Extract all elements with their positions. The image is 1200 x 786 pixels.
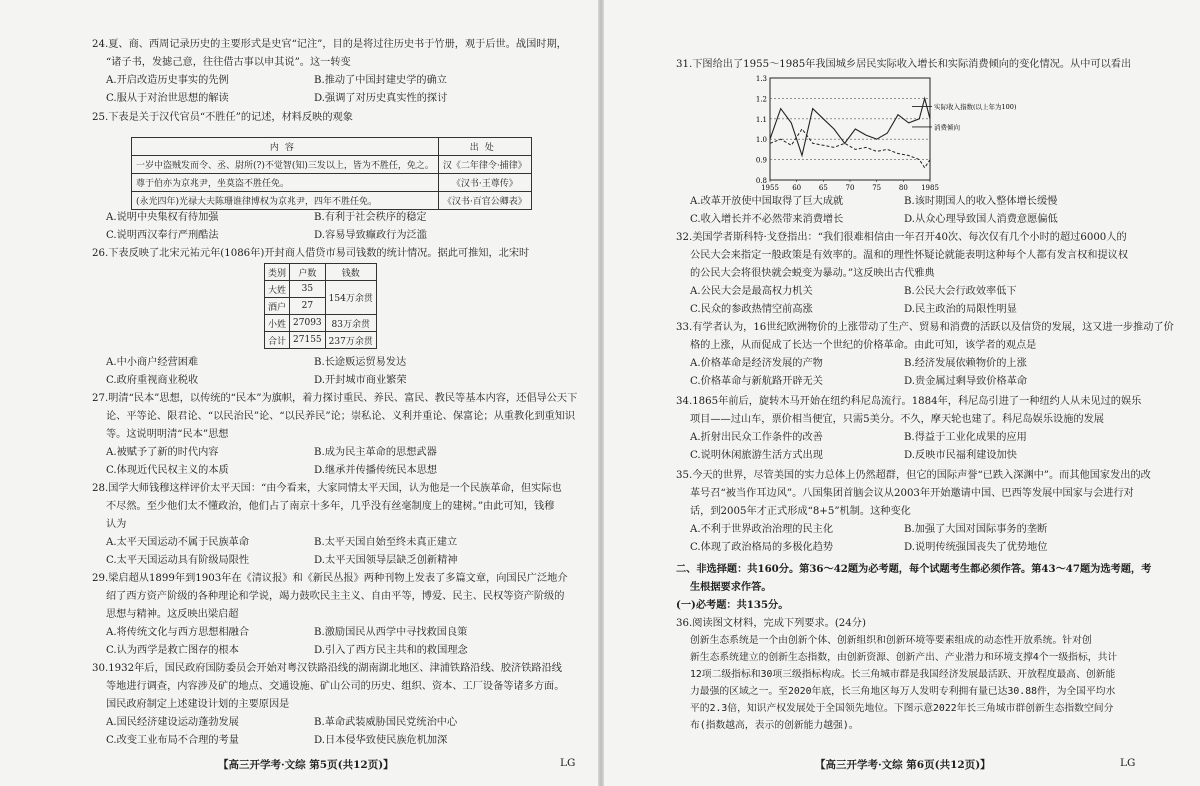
- q33-stem-2: 格的上涨，从而促成了长达一个世纪的价格革命。由此可知，该学者的观点是: [690, 340, 1037, 351]
- legend-entry: 消费倾向: [934, 123, 960, 132]
- q33-option-a[interactable]: A.价格革命是经济发展的产物: [690, 358, 823, 369]
- q24-option-d[interactable]: D.强调了对历史真实性的探讨: [314, 93, 448, 104]
- x-tick-label: 60: [792, 184, 802, 192]
- q35-stem-3: 话，到2005年才正式形成“8+5”机制。这种变化: [690, 506, 911, 517]
- page-6-footer: 【高三开学考·文综 第6页(共12页)】: [815, 759, 991, 771]
- q24-option-b[interactable]: B.推动了中国封建史学的确立: [314, 75, 447, 86]
- chart-legend: [912, 102, 1017, 131]
- q30-option-b[interactable]: B.革命武装威胁国民党统治中心: [314, 717, 458, 728]
- q27-option-b[interactable]: B.成为民主革命的思想武器: [314, 447, 437, 458]
- q31-stem: 31.下图给出了1955～1985年我国城乡居民实际收入增长和实际消费倾向的变化情况。从中可以看出: [676, 59, 1132, 70]
- q32-stem-3: 的公民大会将很快就会蜕变为暴动。”这反映出古代雅典: [690, 268, 935, 279]
- q25-header-content: 内容: [132, 138, 439, 156]
- q35-stem-2: 革号召“被当作耳边风”。八国集团首脑会议从2003年开始邀请中国、巴西等发展中国家与会进行对: [690, 488, 1134, 499]
- q32-option-a[interactable]: A.公民大会是最高权力机关: [690, 286, 813, 297]
- q31-option-b[interactable]: B.该时期国人的收入整体增长缓慢: [904, 196, 1058, 207]
- q27-stem-1: 27.明清“民本”思想，以传统的“民本”为旗帜，着力探讨重民、养民、富民、教民等基本内容，还倡导公天下: [92, 393, 578, 404]
- x-tick-label: 70: [845, 184, 855, 192]
- q34-option-c[interactable]: C.说明休闲旅游生活方式出现: [690, 450, 823, 461]
- q29-stem-2: 绍了西方资产阶级的各种理论和学说，竭力鼓吹民主主义、自由平等，博爱、民主、民权等资产阶级的: [106, 591, 565, 602]
- q30-stem-1: 30.1932年后，国民政府国防委员会开始对粤汉铁路沿线的湖南湖北地区、津浦铁路沿线、胶济铁路沿线: [92, 663, 562, 674]
- q25-option-d[interactable]: D.容易导致癫政行为泛滥: [314, 230, 427, 241]
- part2-heading-2: 生根据要求作答。: [690, 581, 772, 593]
- q34-option-d[interactable]: D.反映市民福利建设加快: [904, 450, 1017, 461]
- q34-stem-2: 项目——过山车，票价相当便宜，只需5美分。不久，摩天轮也建了。科尼岛娱乐设施的发展: [690, 414, 1104, 425]
- q32-option-c[interactable]: C.民众的参政热情空前高涨: [690, 304, 813, 315]
- q36-passage-4: 力最强的区域之一。至2020年底，长三角地区每万人发明专利拥有量已达30.88件，为全国平均水: [690, 686, 1116, 697]
- q28-stem-1: 28.国学大师钱穆这样评价太平天国：“由今看来，大家同情太平天国，认为他是一个民族革命，但实际也: [92, 483, 562, 494]
- x-tick-label: 75: [872, 184, 882, 192]
- q26-header: 钱数: [325, 264, 376, 281]
- q36-passage-3: 12项二级指标和30项三级指标构成。长三角城市群是我国经济发展最活跃、开放程度最高、创新能: [690, 669, 1116, 680]
- q28-option-b[interactable]: B.太平天国自始至终未真正建立: [314, 537, 458, 548]
- q36-passage-6: 布(指数越高，表示的创新能力越强)。: [690, 720, 859, 731]
- q26-cell: 大姓: [265, 281, 290, 298]
- q27-option-d[interactable]: D.继承并传播传统民本思想: [314, 465, 438, 476]
- q26-option-c[interactable]: C.政府重视商业税收: [106, 375, 199, 386]
- q34-stem-1: 34.1865年前后，旋转木马开始在纽约科尼岛流行。1884年，科尼岛引进了一种纽约人从未见过的娱乐: [676, 396, 1142, 407]
- y-tick-label: 1.3: [755, 75, 767, 83]
- q26-cell: 合计: [265, 332, 290, 349]
- q25-cell-content: 一岁中盗贼发而令、丞、尉所(?)不觉智(知)三发以上，皆为不胜任，免之。: [132, 156, 439, 174]
- q26-stem: 26.下表反映了北宋元祐元年(1086年)开封商人借贷市易司钱数的统计情况。据此可推知，北宋时: [92, 248, 530, 259]
- part2-heading-1: 二、非选择题：共160分。第36～42题为必考题，每个试题考生都必须作答。第43～47题为选考题，考: [676, 563, 1152, 575]
- q31-option-c[interactable]: C.收入增长并不必然带来消费增长: [690, 214, 844, 225]
- q33-option-d[interactable]: D.贵金属过剩导致价格革命: [904, 376, 1028, 387]
- q26-header: 类别: [265, 264, 290, 281]
- q24-option-c[interactable]: C.服从于对治世思想的解读: [106, 93, 229, 104]
- series-line-income: [770, 98, 930, 155]
- x-tick-label: 1985: [921, 184, 939, 192]
- q32-option-d[interactable]: D.民主政治的局限性明显: [904, 304, 1017, 315]
- q35-option-d[interactable]: D.说明传统强国丧失了优势地位: [904, 542, 1048, 553]
- q25-header-source: 出处: [438, 138, 531, 156]
- q36-passage-5: 平的2.3倍，知识产权发展处于全国领先地位。下图示意2022年长三角城市群创新生态指数空间分: [690, 703, 1114, 714]
- q30-option-d[interactable]: D.日本侵华致使民族危机加深: [314, 735, 448, 746]
- q24-option-a[interactable]: A.开启改造历史事实的先例: [106, 75, 229, 86]
- chart-frame: [770, 78, 930, 180]
- q24-stem-2: “诸子书，发摅己意，往往借古事以申其说”。这一转变: [106, 57, 351, 68]
- section-required: (一)必考题：共135分。: [676, 599, 789, 611]
- y-tick-label: 1.1: [755, 115, 767, 124]
- legend-entry: 实际收入指数(以上年为100): [934, 103, 1017, 112]
- q26-cell: 237万余贯: [325, 332, 376, 349]
- q29-option-b[interactable]: B.激励国民从西学中寻找救国良策: [314, 627, 468, 638]
- y-tick-label: 1.0: [755, 136, 767, 145]
- x-tick-label: 80: [898, 184, 908, 192]
- q31-chart: [748, 72, 1017, 194]
- q32-stem-2: 公民大会来指定一般政策是有效率的。温和的理性怀疑论就能表明这种每个人都有发言权和提议权: [690, 250, 1129, 261]
- q29-option-c[interactable]: C.认为西学是救亡图存的根本: [106, 645, 239, 656]
- q28-option-d[interactable]: D.太平天国领导层缺乏创新精神: [314, 555, 458, 566]
- q26-cell: 35: [290, 281, 326, 298]
- q34-option-a[interactable]: A.折射出民众工作条件的改善: [690, 432, 823, 443]
- q25-option-a[interactable]: A.说明中央集权有待加强: [106, 212, 219, 223]
- q31-option-a[interactable]: A.改革开放使中国取得了巨大成就: [690, 196, 844, 207]
- q25-cell-content: (永光四年)光禄大夫陈珊谁律博权为京兆尹，四年不胜任免。: [132, 192, 439, 210]
- q28-stem-3: 认为: [106, 519, 127, 530]
- q26-option-d[interactable]: D.开封城市商业繁荣: [314, 375, 407, 386]
- q29-option-a[interactable]: A.将传统文化与西方思想相融合: [106, 627, 250, 638]
- q24-stem-1: 24.夏、商、西周记录历史的主要形式是史官“记注”，目的是将过往历史书于竹册，观于后世。战国时期，: [92, 39, 567, 50]
- q28-option-c[interactable]: C.太平天国运动具有阶级局限性: [106, 555, 250, 566]
- q35-stem-1: 35.今天的世界，尽管美国的实力总体上仍然超群，但它的国际声誉“已跌入深渊中”。而其他国家发出的改: [676, 470, 1151, 481]
- q26-cell: 27093: [290, 315, 326, 332]
- q25-cell-source: 《汉书·王尊传》: [438, 174, 531, 192]
- q32-option-b[interactable]: B.公民大会行政效率低下: [904, 286, 1017, 297]
- q25-option-c[interactable]: C.说明西汉奉行严刑酷法: [106, 230, 219, 241]
- q29-stem-3: 思想与精神。这反映出梁启超: [106, 609, 239, 620]
- q25-cell-source: 汉《二年律令·捕律》: [438, 156, 531, 174]
- q34-option-b[interactable]: B.得益于工业化成果的应用: [904, 432, 1027, 443]
- q30-stem-2: 等地进行调查，内容涉及矿的地点、交通设施、矿山公司的历史、组织、资本、工厂设备等诸多方面。: [106, 681, 565, 692]
- q25-option-b[interactable]: B.有利于社会秩序的稳定: [314, 212, 427, 223]
- chart-grid: [770, 78, 930, 180]
- q26-header: 户数: [290, 264, 326, 281]
- x-tick-label: 1955: [761, 184, 779, 192]
- q35-option-b[interactable]: B.加强了大国对国际事务的垄断: [904, 524, 1048, 535]
- y-tick-label: 0.8: [755, 177, 767, 185]
- page-5-footer: 【高三开学考·文综 第5页(共12页)】: [218, 759, 394, 771]
- q26-cell: 小姓: [265, 315, 290, 332]
- q33-option-b[interactable]: B.经济发展依赖物价的上涨: [904, 358, 1027, 369]
- q27-stem-3: 等。这说明明清“民本”思想: [106, 429, 229, 440]
- q26-cell: 154万余贯: [325, 281, 376, 315]
- q26-cell: 27: [290, 298, 326, 315]
- q30-option-a[interactable]: A.国民经济建设运动蓬勃发展: [106, 717, 239, 728]
- y-tick-label: 1.2: [755, 95, 767, 104]
- q28-stem-2: 不尽然。至少他们太不懂政治，他们占了南京十多年，几乎没有丝毫制度上的建树。”由此可知，钱穆: [106, 501, 555, 512]
- q26-option-b[interactable]: B.长途贩运贸易发达: [314, 357, 407, 368]
- q31-option-d[interactable]: D.从众心理导致国人消费意愿偏低: [904, 214, 1058, 225]
- q33-option-c[interactable]: C.价格革命与新航路开辟无关: [690, 376, 823, 387]
- chart-yticks: [756, 75, 767, 185]
- page-6-code: LG: [1120, 757, 1136, 769]
- q25-cell-source: 《汉书·百官公卿表》: [438, 192, 531, 210]
- q27-option-a[interactable]: A.被赋予了新的时代内容: [106, 447, 219, 458]
- x-tick-label: 65: [818, 184, 828, 192]
- q29-stem-1: 29.梁启超从1899年到1903年在《清议报》和《新民丛报》两种刊物上发表了多篇文章，向国民广泛地介: [92, 573, 568, 584]
- q35-option-c[interactable]: C.体现了政治格局的多极化趋势: [690, 542, 834, 553]
- q26-cell: 27155: [290, 332, 326, 349]
- q26-cell: 酒户: [265, 298, 290, 315]
- q36-stem: 36.阅读图文材料，完成下列要求。(24分): [676, 618, 866, 629]
- q27-option-c[interactable]: C.体现近代民权主义的本质: [106, 465, 229, 476]
- q25-cell-content: 尊于伯亦为京兆尹，坐莫盗不胜任免。: [132, 174, 439, 192]
- series-line-consumption: [770, 129, 930, 168]
- y-tick-label: 0.9: [755, 156, 767, 165]
- q35-option-a[interactable]: A.不利于世界政治治理的民主化: [690, 524, 834, 535]
- chart-xticks: [761, 180, 939, 192]
- q30-stem-3: 国民政府制定上述建设计划的主要原因是: [106, 699, 290, 710]
- q27-stem-2: 论、平等论、限君论、“以民治民”论、“以民养民”论；崇私论、义利并重论、保富论；从重教化到重知识: [106, 411, 576, 422]
- q29-option-d[interactable]: D.引入了西方民主共和的救国理念: [314, 645, 468, 656]
- q33-stem-1: 33.有学者认为，16世纪欧洲物价的上涨带动了生产、贸易和消费的活跃以及信贷的发展，这又进一步推动了价: [676, 322, 1174, 333]
- q25-stem: 25.下表是关于汉代官员“不胜任”的记述，材料反映的观象: [92, 112, 353, 123]
- q30-option-c[interactable]: C.改变工业布局不合理的考量: [106, 735, 239, 746]
- page-5-code: LG: [560, 757, 576, 769]
- q26-option-a[interactable]: A.中小商户经营困难: [106, 357, 199, 368]
- q32-stem-1: 32.美国学者斯科特·戈登指出：“我们很难相信由一年召开40次、每次仅有几个小时的超过6000人的: [676, 232, 1127, 243]
- q26-cell: 83万余贯: [325, 315, 376, 332]
- q36-passage-1: 创新生态系统是一个由创新个体、创新组织和创新环境等要素组成的动态性开放系统。针对创: [690, 635, 1092, 646]
- q28-option-a[interactable]: A.太平天国运动不属于民族革命: [106, 537, 250, 548]
- q36-passage-2: 新生态系统建立的创新生态指数，由创新资源、创新产出、产业潜力和环境支撑4个一级指标，共计: [690, 652, 1118, 663]
